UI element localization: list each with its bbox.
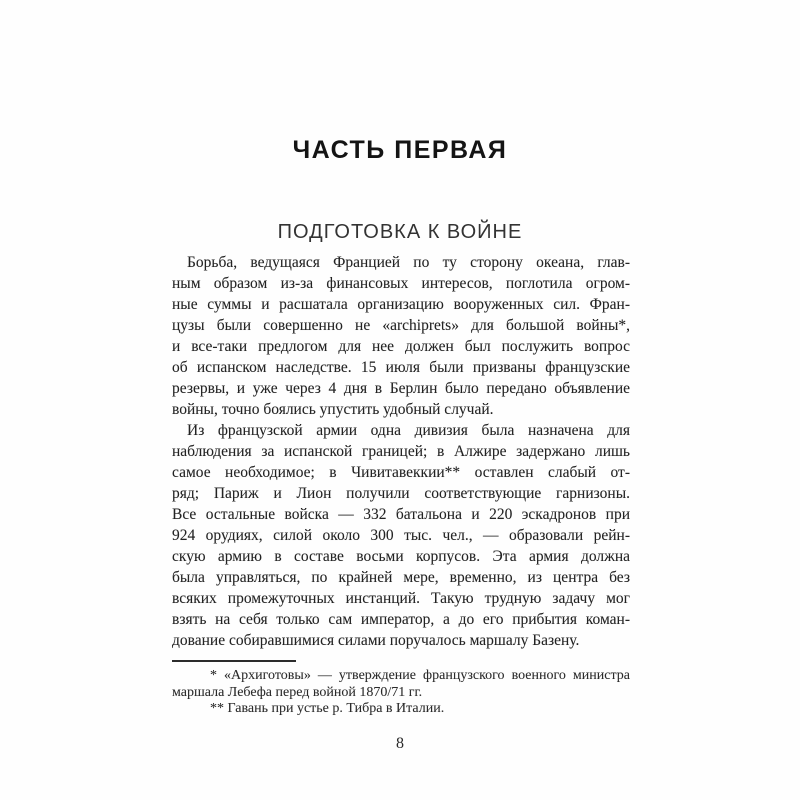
footnote-line: ** Гавань при устье р. Тибра в Италии. bbox=[210, 701, 445, 716]
page-number: 8 bbox=[396, 735, 404, 752]
text-line: ряд; Париж и Лион получили соответствующие гарнизоны. bbox=[172, 485, 630, 502]
text-line: взять на себя только сам император, а до его прибытия коман- bbox=[172, 611, 630, 628]
paragraph bbox=[172, 252, 630, 420]
text-line: Борьба, ведущаяся Францией по ту сторону океана, глав- bbox=[187, 254, 630, 271]
text-line: дование собиравшимися силами поручалось маршалу Базену. bbox=[172, 632, 580, 649]
text-line: наблюдения за испанской границей; в Алжире задержано лишь bbox=[172, 443, 630, 460]
text-line: ным образом из-за финансовых интересов, поглотила огром- bbox=[172, 275, 630, 292]
text-line: ные суммы и расшатала организацию вооруженных сил. Фран- bbox=[172, 296, 630, 313]
text-line: Все остальные войска — 332 батальона и 220 эскадронов при bbox=[172, 506, 630, 523]
text-line: 924 орудиях, силой около 300 тыс. чел., — образовали рейн- bbox=[172, 527, 630, 544]
text-line: войны, точно боялись упустить удобный случай. bbox=[172, 401, 494, 418]
footnotes bbox=[172, 668, 630, 718]
text-line: скую армию в составе восьми корпусов. Эта армия должна bbox=[172, 548, 630, 565]
text-line: об испанском наследстве. 15 июля были призваны французские bbox=[172, 359, 630, 376]
body-text bbox=[172, 252, 630, 651]
footnote-line: маршала Лебефа перед войной 1870/71 гг. bbox=[172, 684, 423, 700]
text-line: цузы были совершенно не «archiprets» для большой войны*, bbox=[172, 317, 630, 334]
text-line: резервы, и уже через 4 дня в Берлин было передано объявление bbox=[172, 380, 630, 397]
chapter-title: ПОДГОТОВКА К ВОЙНЕ bbox=[277, 221, 523, 243]
text-line: и все-таки предлогом для нее должен был послужить вопрос bbox=[172, 338, 630, 355]
footnote-line: * «Архиготовы» — утверждение французского военного министра bbox=[210, 668, 630, 683]
text-line: была управляться, по крайней мере, временно, из центра без bbox=[172, 569, 630, 586]
part-title: ЧАСТЬ ПЕРВАЯ bbox=[292, 136, 508, 164]
footnote-rule bbox=[172, 660, 296, 662]
text-line: Из французской армии одна дивизия была назначена для bbox=[187, 422, 630, 439]
text-line: всяких промежуточных инстанций. Такую трудную задачу мог bbox=[172, 590, 630, 607]
paragraph bbox=[172, 420, 630, 651]
text-line: самое необходимое; в Чивитавеккии** оставлен слабый от- bbox=[172, 464, 630, 481]
